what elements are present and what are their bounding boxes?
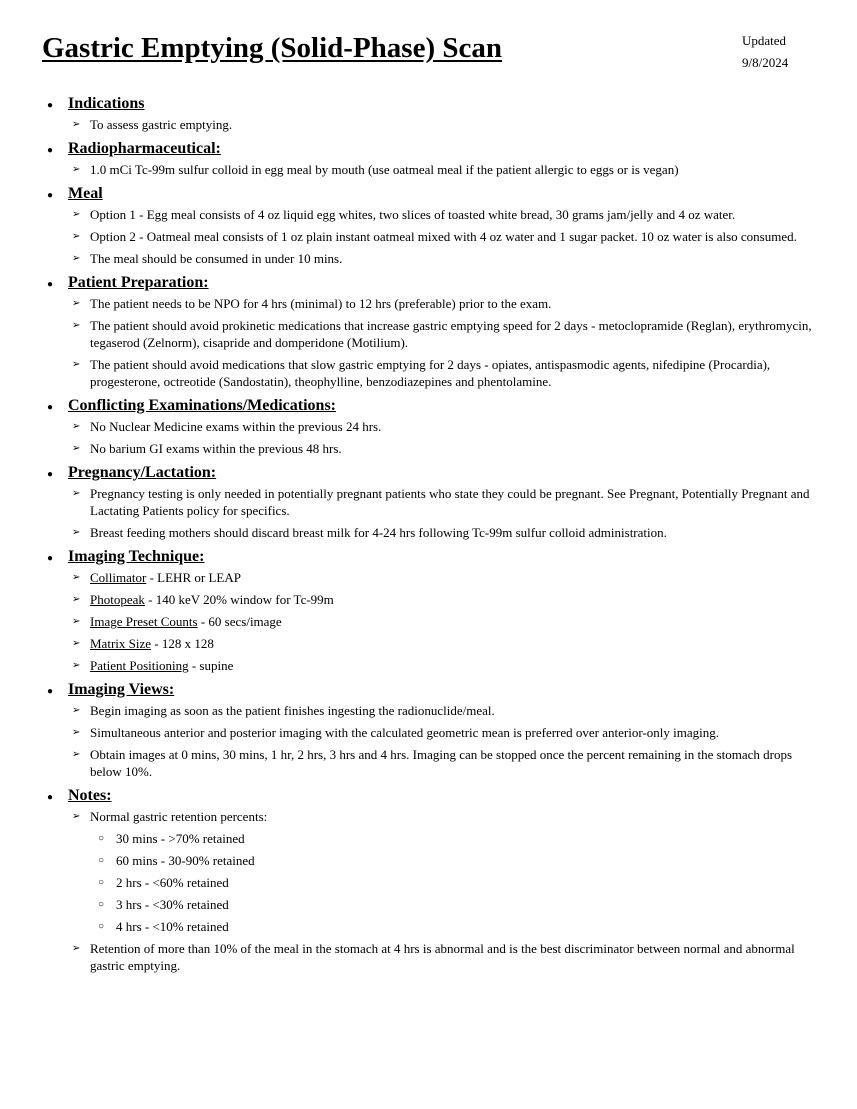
list-item <box>72 206 814 223</box>
arrow-bullet-icon: ➢ <box>72 811 81 822</box>
list-item-text <box>90 746 814 780</box>
section <box>44 272 814 390</box>
bullet-icon <box>44 276 68 290</box>
list-item-text <box>90 418 814 435</box>
bullet-icon <box>44 789 68 803</box>
list-item-text <box>90 808 814 825</box>
section-heading: Radiopharmaceutical: <box>68 140 221 157</box>
list-item <box>72 418 814 435</box>
list-item-text <box>90 591 814 608</box>
section-heading: Conflicting Examinations/Medications: <box>68 397 337 414</box>
arrow-bullet-icon: ➢ <box>72 943 81 954</box>
list-item <box>72 702 814 719</box>
section-heading: Imaging Technique: <box>68 548 205 565</box>
arrow-bullet-icon: ➢ <box>72 749 81 760</box>
list-item <box>72 613 814 630</box>
section-heading-row <box>44 183 814 205</box>
document-body <box>44 91 814 979</box>
list-item-text <box>90 206 814 223</box>
item-label: Photopeak <box>90 592 145 607</box>
sub-list-item <box>98 918 814 935</box>
sub-list-item <box>98 874 814 891</box>
arrow-bullet-icon: ➢ <box>72 527 81 538</box>
list-item <box>72 317 814 351</box>
sub-list-item <box>98 830 814 847</box>
section-list <box>44 206 814 267</box>
page-title: Gastric Emptying (Solid-Phase) Scan <box>42 32 502 64</box>
section-heading: Indications <box>68 95 145 112</box>
arrow-bullet-icon: ➢ <box>72 727 81 738</box>
arrow-bullet-icon: ➢ <box>72 594 81 605</box>
section <box>44 395 814 457</box>
section <box>44 679 814 780</box>
list-item-text <box>90 635 814 652</box>
list-item <box>72 116 814 133</box>
list-item <box>72 250 814 267</box>
section <box>44 93 814 133</box>
item-text: To assess gastric emptying. <box>90 117 233 132</box>
list-item <box>72 724 814 741</box>
list-item <box>72 635 814 652</box>
bullet-icon <box>44 683 68 697</box>
list-item <box>72 746 814 780</box>
sub-list-item <box>98 852 814 869</box>
list-item <box>72 524 814 541</box>
item-label: Image Preset Counts <box>90 614 198 629</box>
section-list <box>44 295 814 390</box>
item-text: The patient should avoid prokinetic medications that increase gastric emptying speed for 2 days - metoclopramide (Reglan), erythromycin, tegaserod (Zelnorm), cisapride and domperidone (Motilium). <box>90 318 812 350</box>
list-item-text <box>90 569 814 586</box>
arrow-bullet-icon: ➢ <box>72 119 81 130</box>
section-list <box>44 702 814 780</box>
circle-bullet-icon: ○ <box>98 877 105 888</box>
item-label: Patient Positioning <box>90 658 189 673</box>
section <box>44 138 814 178</box>
item-text: Obtain images at 0 mins, 30 mins, 1 hr, 2 hrs, 3 hrs and 4 hrs. Imaging can be stopped once the percent remaining in the stomach drops below 10%. <box>90 747 793 779</box>
item-text: No barium GI exams within the previous 48 hrs. <box>90 441 342 456</box>
section-heading-row <box>44 546 814 568</box>
list-item-text <box>90 250 814 267</box>
list-item-text <box>90 116 814 133</box>
section-list <box>44 116 814 133</box>
list-item <box>72 808 814 825</box>
item-label: Matrix Size <box>90 636 152 651</box>
list-item <box>72 940 814 974</box>
sub-item-text: 60 mins - 30-90% retained <box>116 853 255 868</box>
list-item-text <box>90 440 814 457</box>
item-text: Begin imaging as soon as the patient finishes ingesting the radionuclide/meal. <box>90 703 495 718</box>
item-text: - 60 secs/image <box>197 614 282 629</box>
list-item <box>72 569 814 586</box>
section-heading-row <box>44 679 814 701</box>
section-heading-row <box>44 93 814 115</box>
sub-list-item <box>98 896 814 913</box>
list-item <box>72 228 814 245</box>
section-heading-row <box>44 785 814 807</box>
list-item <box>72 161 814 178</box>
item-text: The patient should avoid medications that slow gastric emptying for 2 days - opiates, antispasmodic agents, nifedipine (Procardia), progesterone, octreotide (Sandostatin), theophylline, benzodiazepines and phentolamine. <box>90 357 771 389</box>
list-item-text <box>90 613 814 630</box>
item-text: Breast feeding mothers should discard breast milk for 4-24 hrs following Tc-99m sulfur colloid administration. <box>90 525 667 540</box>
sub-item-text: 3 hrs - <30% retained <box>116 897 229 912</box>
section-heading-row <box>44 272 814 294</box>
item-text: Retention of more than 10% of the meal in the stomach at 4 hrs is abnormal and is the best discriminator between normal and abnormal gastric emptying. <box>90 941 795 973</box>
bullet-icon <box>44 97 68 111</box>
list-item-text <box>90 485 814 519</box>
updated-label: Updated <box>742 33 787 48</box>
item-text: Normal gastric retention percents: <box>90 809 268 824</box>
section-list <box>44 569 814 674</box>
list-item-text <box>90 295 814 312</box>
section-heading: Notes: <box>68 787 112 804</box>
arrow-bullet-icon: ➢ <box>72 660 81 671</box>
section-list <box>44 418 814 457</box>
updated-date: 9/8/2024 <box>742 55 789 70</box>
arrow-bullet-icon: ➢ <box>72 359 81 370</box>
list-item-text <box>90 940 814 974</box>
item-text: - supine <box>188 658 234 673</box>
section <box>44 546 814 674</box>
item-text: The patient needs to be NPO for 4 hrs (minimal) to 12 hrs (preferable) prior to the exam. <box>90 296 552 311</box>
arrow-bullet-icon: ➢ <box>72 209 81 220</box>
arrow-bullet-icon: ➢ <box>72 421 81 432</box>
arrow-bullet-icon: ➢ <box>72 231 81 242</box>
sub-item-text: 2 hrs - <60% retained <box>116 875 229 890</box>
item-text: 1.0 mCi Tc-99m sulfur colloid in egg meal by mouth (use oatmeal meal if the patient allergic to eggs or is vegan) <box>90 162 679 177</box>
section-heading: Imaging Views: <box>68 681 175 698</box>
circle-bullet-icon: ○ <box>98 899 105 910</box>
item-text: Simultaneous anterior and posterior imaging with the calculated geometric mean is preferred over anterior-only imaging. <box>90 725 719 740</box>
arrow-bullet-icon: ➢ <box>72 164 81 175</box>
list-item <box>72 591 814 608</box>
section-heading: Patient Preparation: <box>68 274 209 291</box>
list-item <box>72 356 814 390</box>
arrow-bullet-icon: ➢ <box>72 443 81 454</box>
list-item <box>72 295 814 312</box>
arrow-bullet-icon: ➢ <box>72 488 81 499</box>
item-text: Option 1 - Egg meal consists of 4 oz liquid egg whites, two slices of toasted white bread, 30 grams jam/jelly and 4 oz water. <box>90 207 736 222</box>
section <box>44 785 814 974</box>
list-item-text <box>90 228 814 245</box>
section-list <box>44 485 814 541</box>
arrow-bullet-icon: ➢ <box>72 253 81 264</box>
list-item-text <box>90 524 814 541</box>
sub-list <box>72 830 814 935</box>
section-list <box>44 808 814 974</box>
arrow-bullet-icon: ➢ <box>72 572 81 583</box>
list-item <box>72 657 814 674</box>
updated-stamp <box>742 30 802 74</box>
arrow-bullet-icon: ➢ <box>72 638 81 649</box>
section-list <box>44 161 814 178</box>
arrow-bullet-icon: ➢ <box>72 298 81 309</box>
arrow-bullet-icon: ➢ <box>72 705 81 716</box>
bullet-icon <box>44 187 68 201</box>
section-heading-row <box>44 138 814 160</box>
section <box>44 462 814 541</box>
bullet-icon <box>44 550 68 564</box>
arrow-bullet-icon: ➢ <box>72 616 81 627</box>
bullet-icon <box>44 142 68 156</box>
circle-bullet-icon: ○ <box>98 921 105 932</box>
section-heading-row <box>44 395 814 417</box>
list-item <box>72 485 814 519</box>
item-text: The meal should be consumed in under 10 mins. <box>90 251 343 266</box>
list-item-text <box>90 356 814 390</box>
item-text: - LEHR or LEAP <box>146 570 241 585</box>
list-item-text <box>90 161 814 178</box>
item-label: Collimator <box>90 570 147 585</box>
item-text: - 128 x 128 <box>151 636 214 651</box>
item-text: Pregnancy testing is only needed in potentially pregnant patients who state they could be pregnant. See Pregnant, Potentially Pregnant and Lactating Patients policy for specifics. <box>90 486 810 518</box>
sub-item-text: 30 mins - >70% retained <box>116 831 245 846</box>
section-heading: Meal <box>68 185 103 202</box>
list-item-text <box>90 702 814 719</box>
circle-bullet-icon: ○ <box>98 855 105 866</box>
sub-item-text: 4 hrs - <10% retained <box>116 919 229 934</box>
section <box>44 183 814 267</box>
bullet-icon <box>44 399 68 413</box>
arrow-bullet-icon: ➢ <box>72 320 81 331</box>
section-heading-row <box>44 462 814 484</box>
section-heading: Pregnancy/Lactation: <box>68 464 217 481</box>
list-item <box>72 440 814 457</box>
item-text: - 140 keV 20% window for Tc-99m <box>144 592 334 607</box>
item-text: No Nuclear Medicine exams within the previous 24 hrs. <box>90 419 382 434</box>
item-text: Option 2 - Oatmeal meal consists of 1 oz plain instant oatmeal mixed with 4 oz water and 1 sugar packet. 10 oz water is also consumed. <box>90 229 797 244</box>
list-item-text <box>90 657 814 674</box>
circle-bullet-icon: ○ <box>98 833 105 844</box>
bullet-icon <box>44 466 68 480</box>
list-item-text <box>90 317 814 351</box>
list-item-text <box>90 724 814 741</box>
